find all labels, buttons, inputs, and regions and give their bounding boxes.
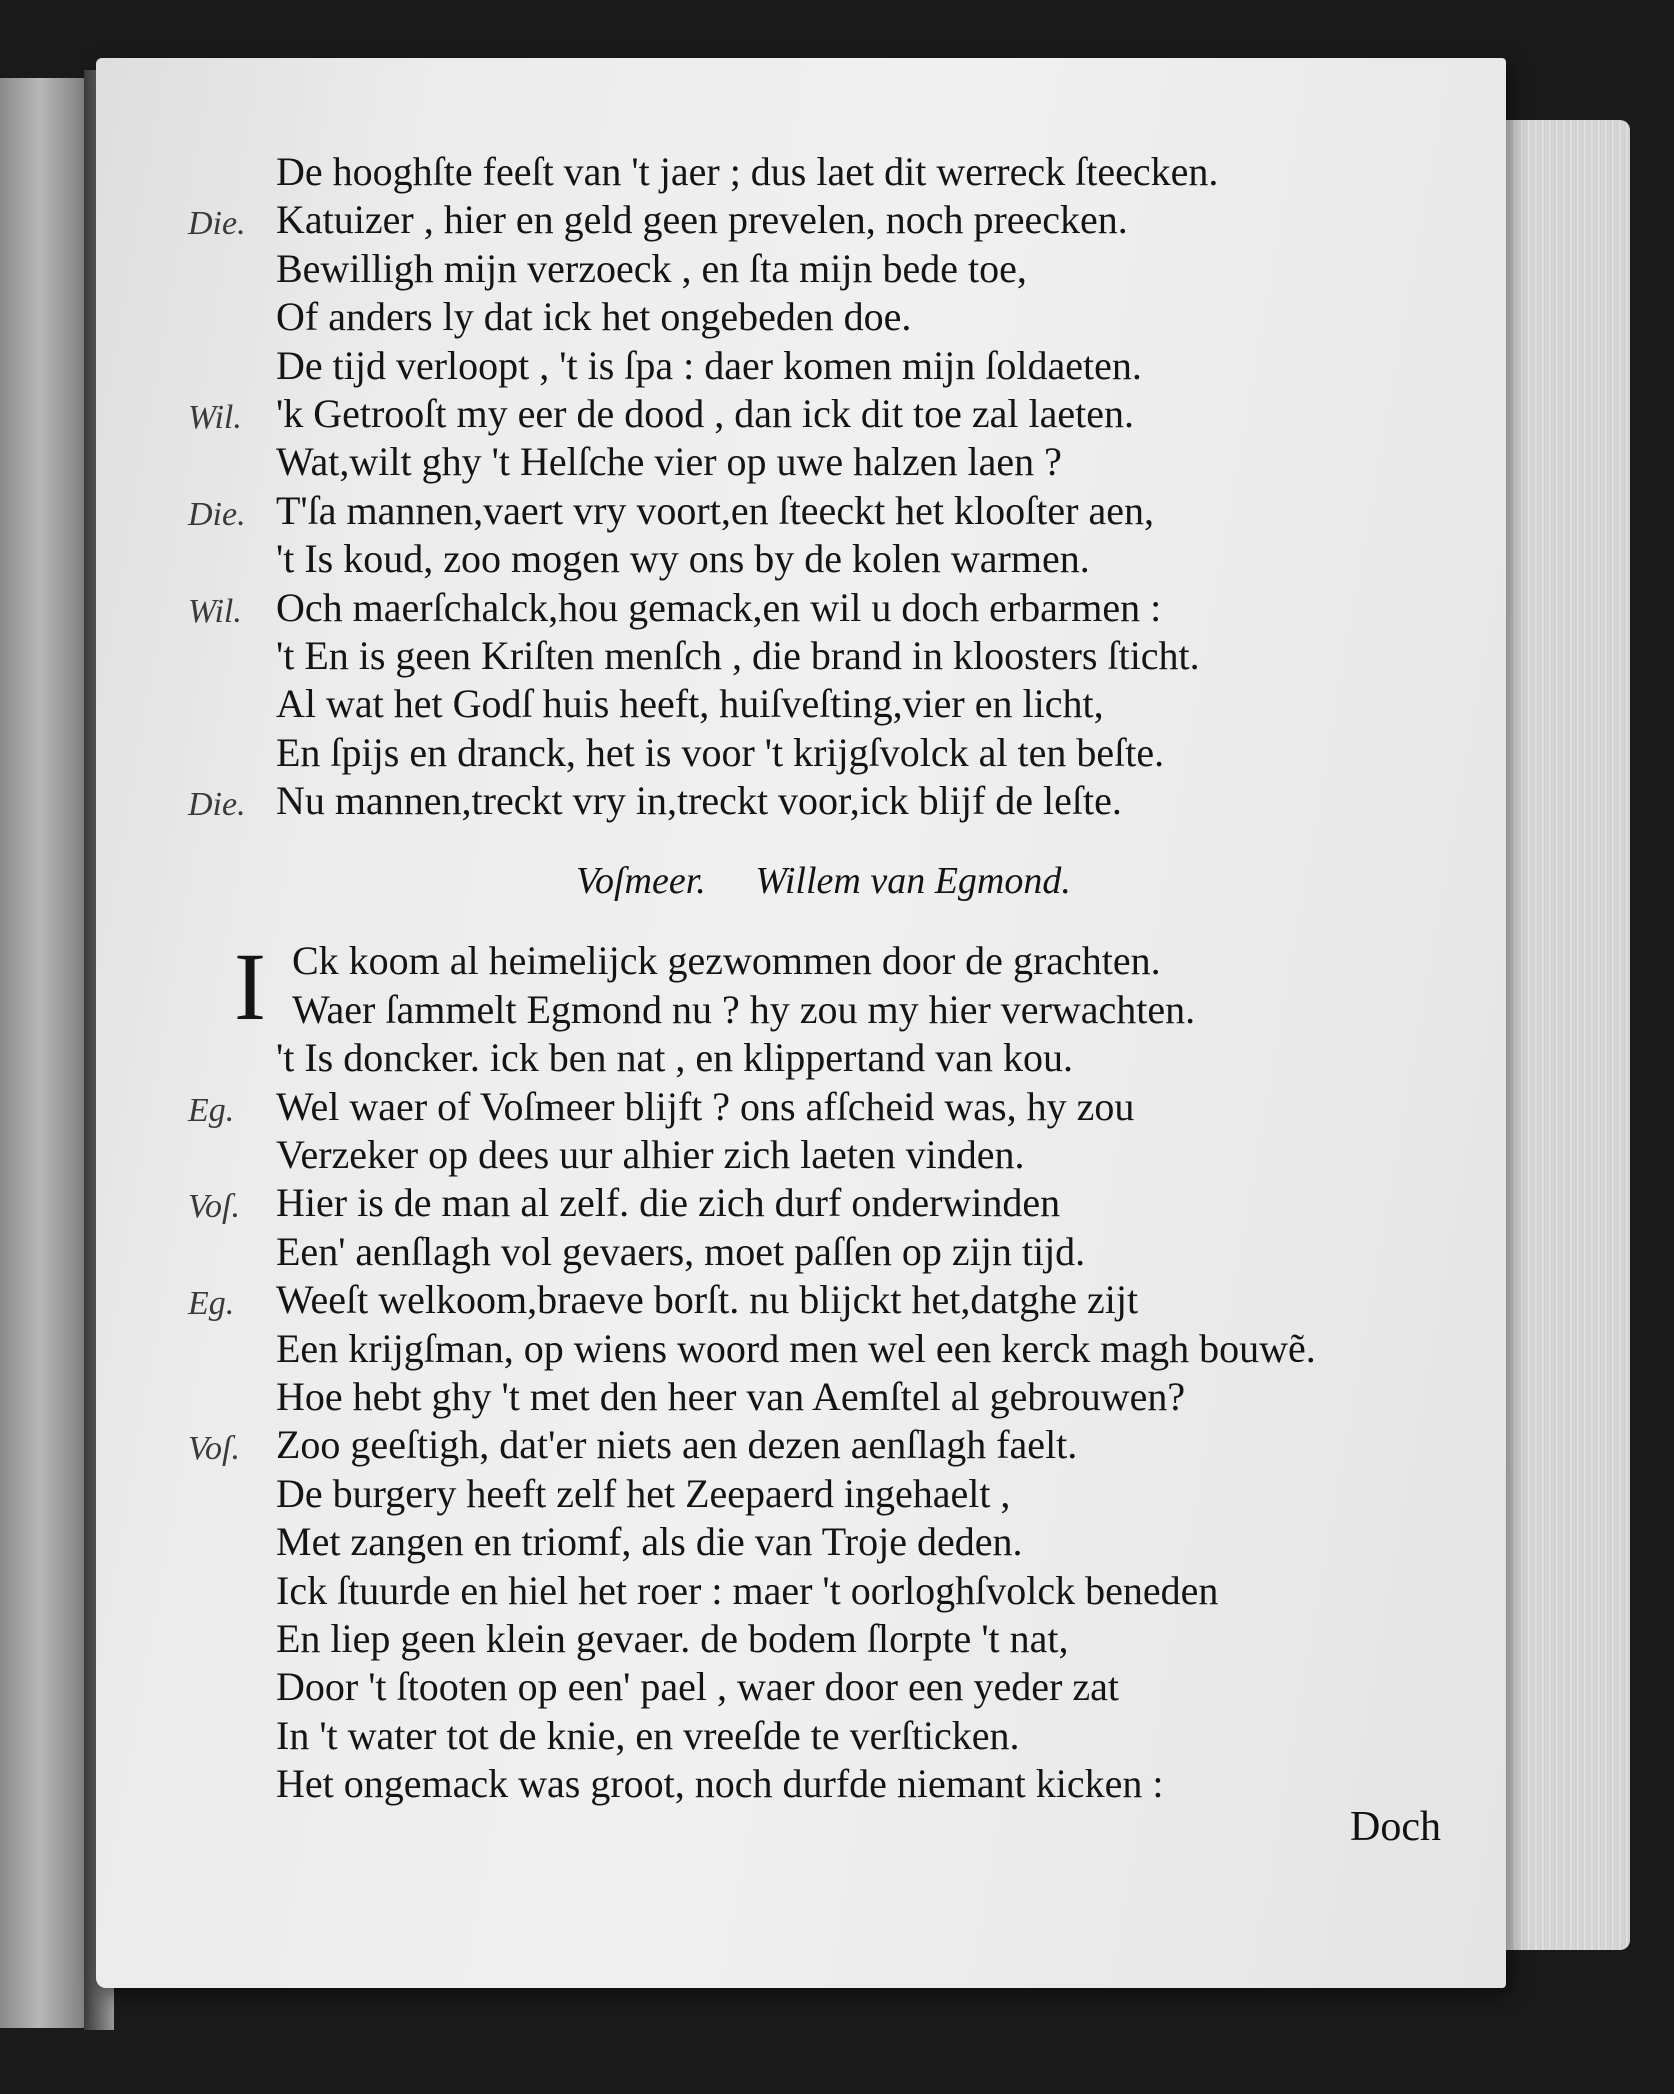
verse-line-text: Wat,wilt ghy 't Helſche vier op uwe halzen laen ? — [276, 439, 1062, 485]
verse-line-text: De burgery heeft zelf het Zeepaerd ingehaelt , — [276, 1470, 1011, 1516]
verse-line — [236, 729, 1506, 777]
verse-line-text: Ck koom al heimelijck gezwommen door de grachten. — [292, 938, 1161, 984]
verse-line — [236, 535, 1506, 583]
verse-line-text: En liep geen klein gevaer. de bodem ſlorpte 't nat, — [276, 1615, 1069, 1661]
verse-line — [188, 1083, 1506, 1131]
verse-line-text: 't Is doncker. ick ben nat , en klippertand van kou. — [276, 1035, 1073, 1081]
verse-line-text: Katuizer , hier en geld geen prevelen, noch preecken. — [276, 197, 1128, 243]
speaker-label: Eg. — [188, 1091, 235, 1129]
verse-line-text: Hier is de man al zelf. die zich durf onderwinden — [276, 1180, 1061, 1226]
verse-line — [236, 1373, 1506, 1421]
speaker-label: Die. — [188, 205, 246, 243]
verse-line-text: Bewilligh mijn verzoeck , en ſta mijn bede toe, — [276, 245, 1027, 291]
speaker-label: Voſ. — [188, 1430, 240, 1468]
verse-line — [236, 986, 1506, 1034]
verse-line — [236, 438, 1506, 486]
cast-character-2: Willem van Egmond. — [755, 860, 1071, 903]
cast-character-1: Voſmeer. — [576, 860, 706, 903]
verse-line — [236, 632, 1506, 680]
speaker-label: Voſ. — [188, 1188, 240, 1226]
verse-line-text: Zoo geeſtigh, dat'er niets aen dezen aenſlagh faelt. — [276, 1422, 1078, 1468]
verse-line — [188, 584, 1506, 632]
verse-line-text: Verzeker op dees uur alhier zich laeten vinden. — [276, 1132, 1025, 1178]
verse-line — [236, 1131, 1506, 1179]
verse-line — [236, 1712, 1506, 1760]
verse-line-text: Hoe hebt ghy 't met den heer van Aemſtel al gebrouwen? — [276, 1373, 1186, 1419]
verse-line — [236, 1663, 1506, 1711]
verse-line — [236, 342, 1506, 390]
verse-line-text: Een' aenſlagh vol gevaers, moet paſſen op zijn tijd. — [276, 1228, 1086, 1274]
verse-line — [236, 1228, 1506, 1276]
verse-line — [188, 390, 1506, 438]
verse-block-bottom — [188, 933, 1506, 1808]
verse-line-text: Weeſt welkoom,braeve borſt. nu blijckt het,datghe zijt — [276, 1277, 1139, 1323]
verse-line-text: Door 't ſtooten op een' pael , waer door een yeder zat — [276, 1664, 1119, 1710]
verse-line — [236, 1567, 1506, 1615]
verse-line-text: Of anders ly dat ick het ongebeden doe. — [276, 294, 912, 340]
verse-line — [188, 487, 1506, 535]
verse-line-text: Ick ſtuurde en hiel het roer : maer 't oorloghſvolck beneden — [276, 1567, 1219, 1613]
verse-line-text: Met zangen en triomf, als die van Troje deden. — [276, 1519, 1023, 1565]
verse-text — [188, 148, 1506, 1809]
verse-line-text: In 't water tot de knie, en vreeſde te verſticken. — [276, 1712, 1020, 1758]
verse-line — [236, 937, 1506, 985]
verse-line-text: Wel waer of Voſmeer blijft ? ons afſcheid was, hy zou — [276, 1083, 1135, 1129]
speaker-label: Die. — [188, 495, 246, 533]
verse-line-text: 't Is koud, zoo mogen wy ons by de kolen warmen. — [276, 536, 1090, 582]
verse-line-text: De hooghſte feeſt van 't jaer ; dus laet dit werreck ſteecken. — [276, 149, 1219, 194]
verse-line-text: Och maerſchalck,hou gemack,en wil u doch erbarmen : — [276, 584, 1162, 630]
verse-line-text: 't En is geen Kriſten menſch , die brand in kloosters ſticht. — [276, 632, 1200, 678]
speaker-label: Eg. — [188, 1285, 235, 1323]
verse-line-text: Al wat het Godſ huis heeft, huiſveſting,vier en licht, — [276, 681, 1104, 727]
verse-line-text: De tijd verloopt , 't is ſpa : daer komen mijn ſoldaeten. — [276, 342, 1142, 388]
cast-heading — [236, 825, 1506, 937]
book-page — [96, 58, 1506, 1988]
verse-line — [236, 1615, 1506, 1663]
verse-line — [236, 293, 1506, 341]
verse-line — [236, 1760, 1506, 1808]
verse-line-text: En ſpijs en dranck, het is voor 't krijgſvolck al ten beſte. — [276, 729, 1165, 775]
verse-line — [188, 1276, 1506, 1324]
speaker-label: Wil. — [188, 592, 242, 630]
verse-line — [188, 196, 1506, 244]
verse-line-text: 'k Getrooſt my eer de dood , dan ick dit toe zal laeten. — [276, 390, 1135, 436]
verse-line — [188, 1179, 1506, 1227]
verse-line — [236, 1518, 1506, 1566]
catchword: Doch — [1350, 1804, 1441, 1850]
verse-block-top — [188, 148, 1506, 825]
speaker-label: Die. — [188, 786, 246, 824]
verse-line — [188, 1421, 1506, 1469]
speaker-label: Wil. — [188, 398, 242, 436]
verse-line — [236, 1034, 1506, 1082]
verse-line-text: Het ongemack was groot, noch durfde niemant kicken : — [276, 1761, 1164, 1807]
verse-line — [236, 148, 1506, 196]
verse-line-text: T'ſa mannen,vaert vry voort,en ſteeckt het klooſter aen, — [276, 487, 1154, 533]
verse-line — [188, 777, 1506, 825]
verse-line-text: Nu mannen,treckt vry in,treckt voor,ick blijf de leſte. — [276, 778, 1122, 824]
verse-line-text: Waer ſammelt Egmond nu ? hy zou my hier verwachten. — [292, 986, 1196, 1032]
verse-line — [236, 1325, 1506, 1373]
drop-cap-initial: I — [234, 933, 266, 1041]
verse-line — [236, 680, 1506, 728]
verse-line — [236, 245, 1506, 293]
verse-line — [236, 1470, 1506, 1518]
verse-line-text: Een krijgſman, op wiens woord men wel een kerck magh bouwẽ. — [276, 1325, 1316, 1371]
